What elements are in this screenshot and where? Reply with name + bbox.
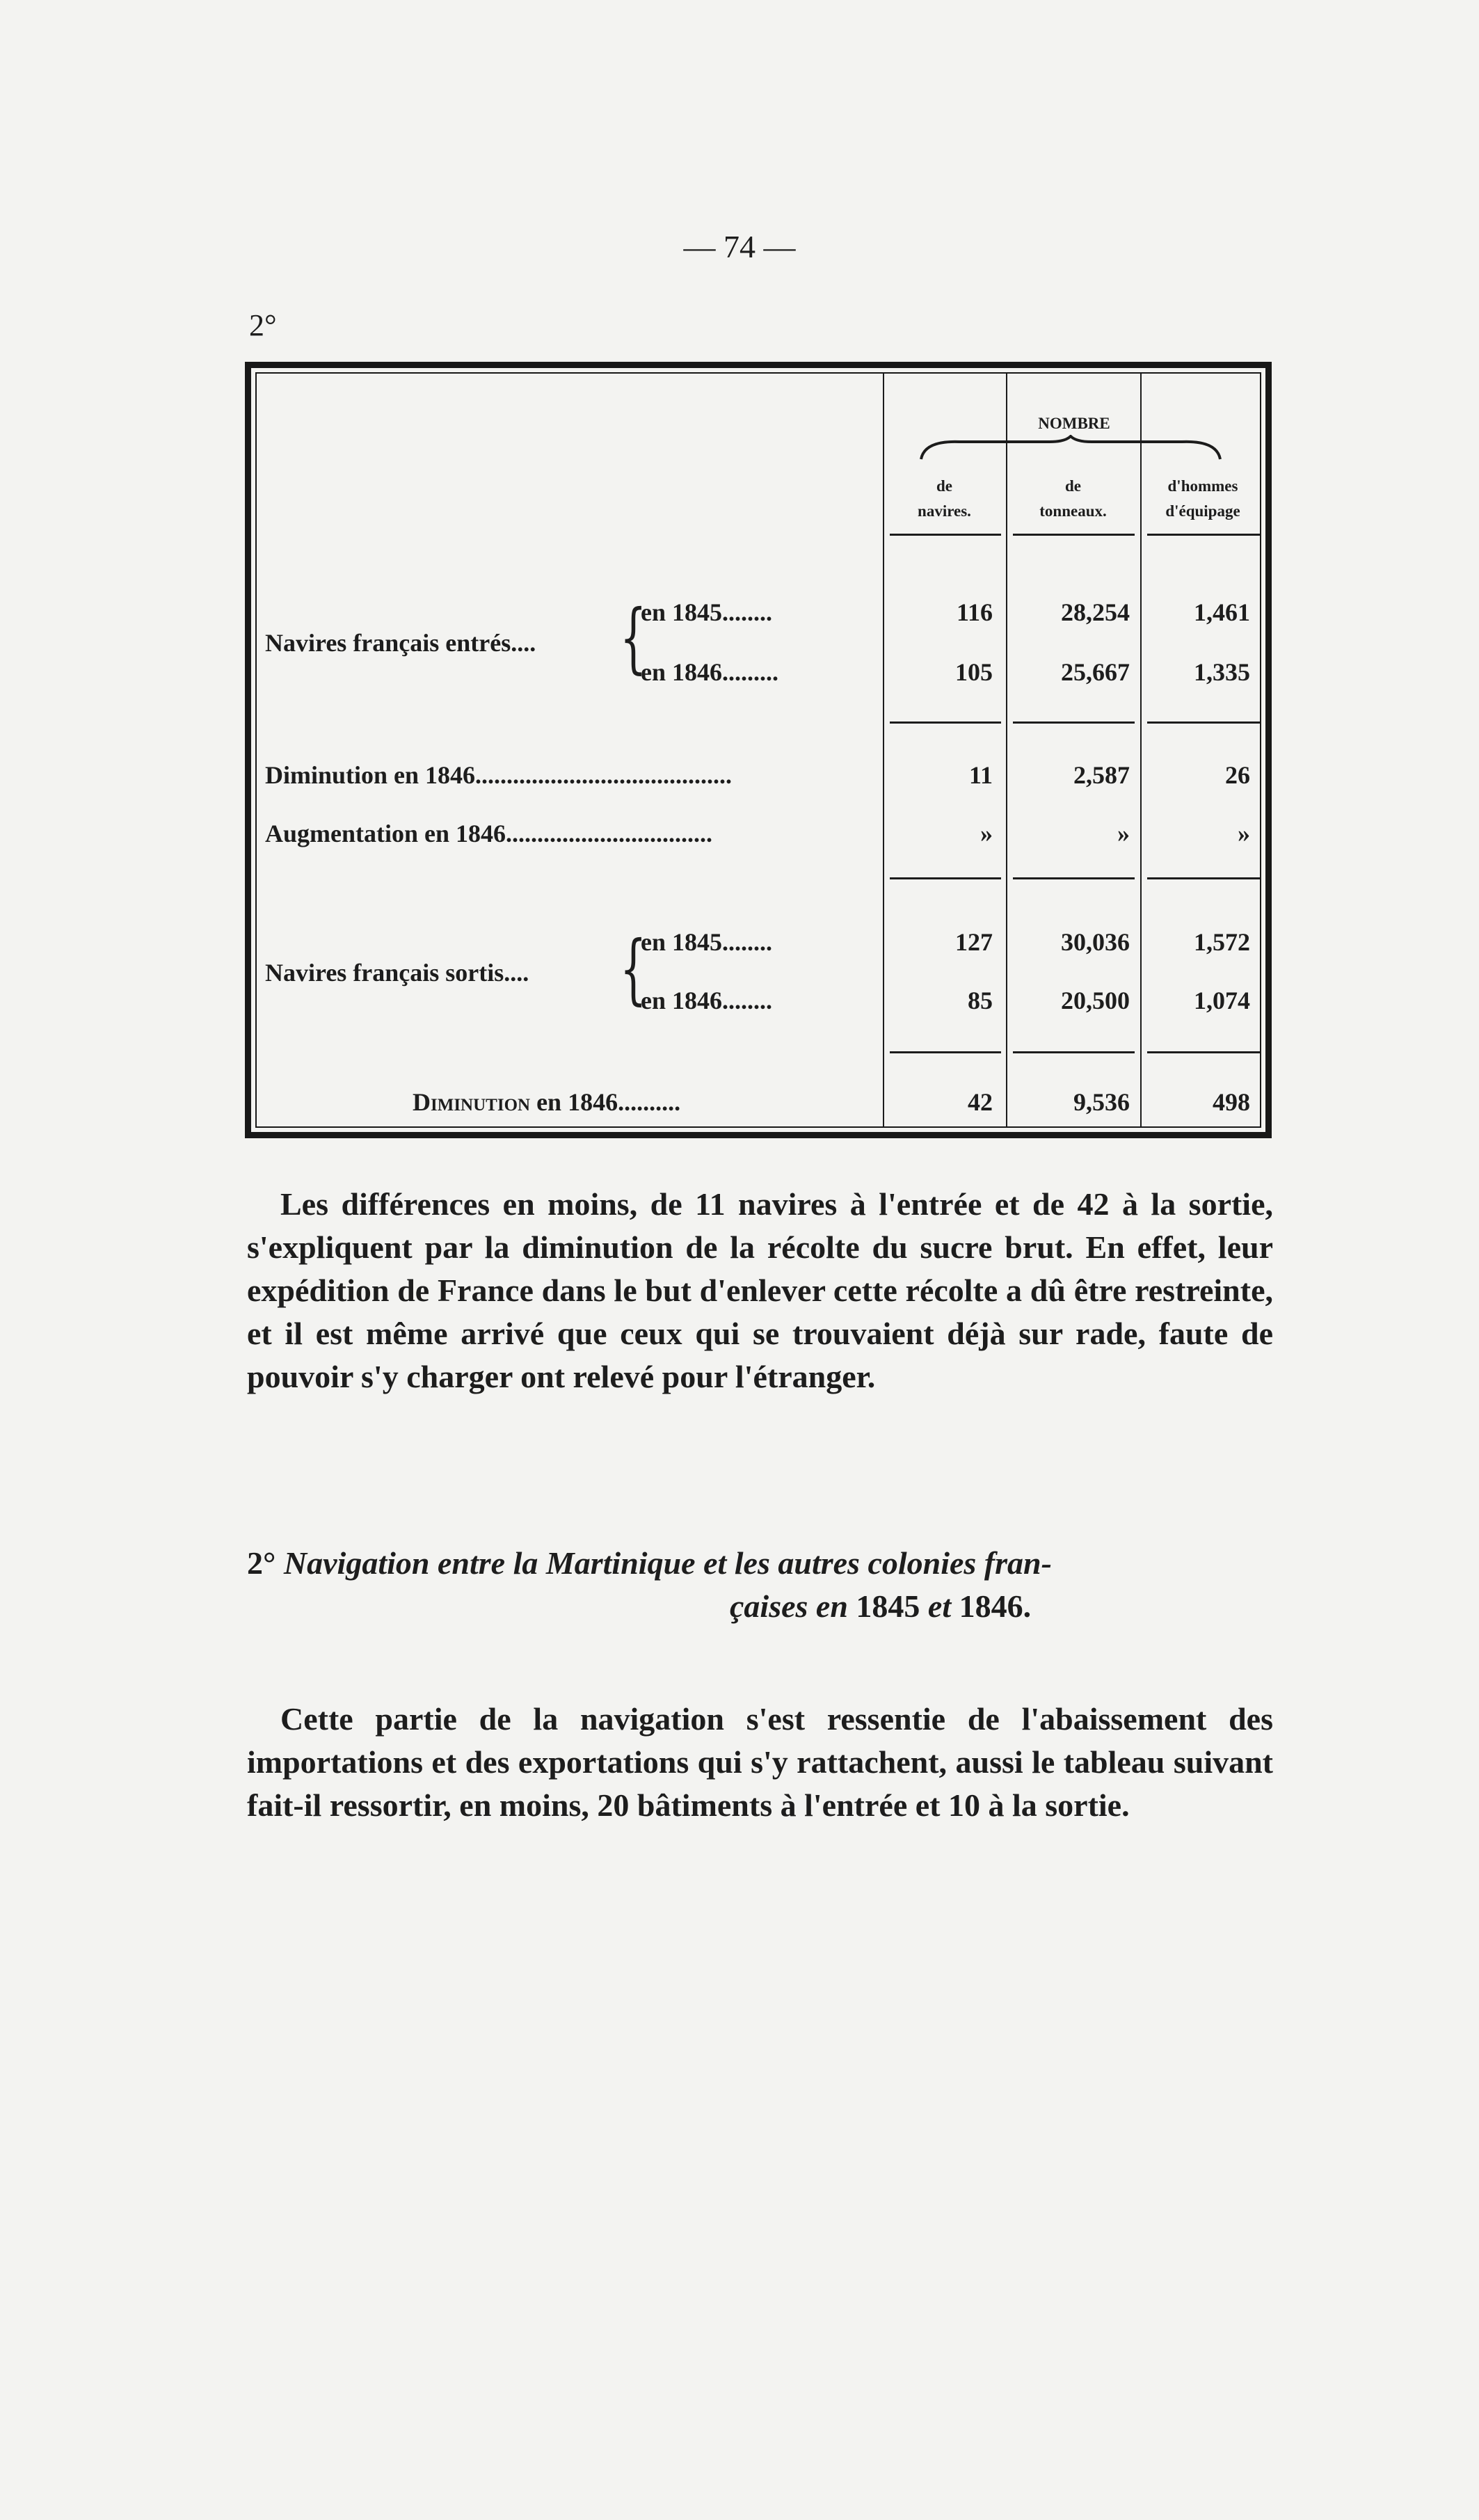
value-cell: 105 xyxy=(955,658,993,686)
subtotal-rule xyxy=(1013,877,1135,879)
paragraph-differences: Les différences en moins, de 11 navires à l'entrée et de 42 à la sortie, s'expliquent par la diminution de la récolte du sucre brut. En effet, leur expédition de France dans le but d'enlever cette récolte a dû être restreinte, et il est même arrivé que ceux qui se trouvaient déjà sur rade, faute de pouvoir s'y charger ont relevé pour l'étranger. xyxy=(247,1186,1273,1394)
paragraph-navigation: Cette partie de la navigation s'est ressentie de l'abaissement des importations et des exportations qui s'y rattachent, aussi le tableau suivant fait-il ressortir, en moins, 20 bâtiments à l'entrée et 10 à la sortie. xyxy=(247,1701,1273,1823)
year-label: en 1846........ xyxy=(641,987,772,1014)
value-cell: 42 xyxy=(968,1088,993,1116)
value-cell: 127 xyxy=(955,928,993,956)
row-label-diminution: Diminution en 1846......................................... xyxy=(265,761,733,789)
value-cell: 1,335 xyxy=(1194,658,1250,686)
subtotal-rule xyxy=(1147,1051,1260,1053)
header-brace xyxy=(918,435,1224,463)
section-marker: 2° xyxy=(249,308,277,342)
value-cell: 498 xyxy=(1213,1088,1250,1116)
value-cell: 1,074 xyxy=(1194,987,1250,1014)
value-cell: 85 xyxy=(968,987,993,1014)
value-cell: 11 xyxy=(968,761,993,789)
value-cell: 20,500 xyxy=(1061,987,1130,1014)
subtotal-rule xyxy=(1147,877,1260,879)
value-cell: 30,036 xyxy=(1061,928,1130,956)
value-cell: 28,254 xyxy=(1061,598,1130,626)
col-header-hommes: d'hommes d'équipage xyxy=(1165,477,1240,520)
subtotal-rule xyxy=(1013,721,1135,724)
value-cell: 9,536 xyxy=(1073,1088,1130,1116)
subtotal-rule xyxy=(1147,721,1260,724)
subtotal-rule xyxy=(890,1051,1001,1053)
subtotal-rule xyxy=(1013,1051,1135,1053)
value-cell: » xyxy=(1238,820,1250,847)
value-cell: 116 xyxy=(956,598,993,626)
row-label-augmentation: Augmentation en 1846................................. xyxy=(265,820,713,847)
value-cell: 1,572 xyxy=(1194,928,1250,956)
brace-exited: { xyxy=(620,924,647,1013)
year-label: en 1845........ xyxy=(641,928,772,956)
subtotal-rule xyxy=(890,721,1001,724)
table-inner-frame xyxy=(255,372,1261,1128)
row-label-exited: Navires français sortis.... xyxy=(265,959,529,987)
section-heading: 2° Navigation entre la Martinique et les autres colonies fran- çaises en 1845 et 1846. xyxy=(247,1545,1052,1624)
brace-entered: { xyxy=(620,593,647,682)
value-cell: 2,587 xyxy=(1073,761,1130,789)
row-label-diminution-total: Diminution en 1846.......... xyxy=(413,1088,681,1116)
value-cell: » xyxy=(980,820,993,847)
subtotal-rule xyxy=(890,877,1001,879)
header-rule xyxy=(1147,534,1260,536)
value-cell: 1,461 xyxy=(1194,598,1250,626)
group-header: NOMBRE xyxy=(1038,415,1110,432)
year-label: en 1845........ xyxy=(641,598,772,626)
header-rule xyxy=(890,534,1001,536)
col-header-navires: de navires. xyxy=(918,477,971,520)
value-cell: » xyxy=(1117,820,1130,847)
row-label-entered: Navires français entrés.... xyxy=(265,629,536,657)
value-cell: 26 xyxy=(1225,761,1250,789)
value-cell: 25,667 xyxy=(1061,658,1130,686)
year-label: en 1846......... xyxy=(641,658,778,686)
col-header-tonneaux: de tonneaux. xyxy=(1039,477,1107,520)
navigation-table xyxy=(245,362,1272,1138)
page-number: — 74 — xyxy=(683,229,796,264)
header-rule xyxy=(1013,534,1135,536)
